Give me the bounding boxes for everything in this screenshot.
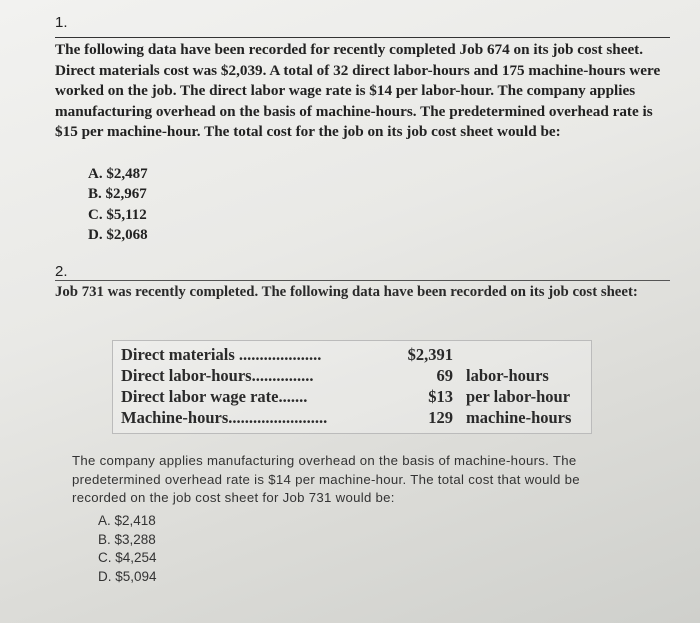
option-b: B. $3,288 [98, 531, 156, 547]
question-2-options [98, 512, 157, 586]
row-value: $13 [428, 387, 453, 406]
row-value: $2,391 [407, 345, 453, 364]
option-d: D. $5,094 [98, 568, 157, 584]
option-c: C. $5,112 [88, 206, 147, 223]
row-value: 129 [428, 408, 453, 427]
table-row [121, 408, 572, 433]
question-2-intro: Job 731 was recently completed. The following data have been recorded on its job cost sheet: [55, 284, 638, 300]
option-b: B. $2,967 [88, 186, 147, 203]
row-label: Direct labor-hours............... [121, 366, 314, 385]
question-1-number: 1. [55, 14, 68, 31]
option-c: C. $4,254 [98, 550, 157, 565]
row-label: Machine-hours........................ [121, 408, 328, 427]
divider [55, 280, 670, 281]
row-value: 69 [436, 366, 453, 385]
question-1-text: The following data have been recorded for recently completed Job 674 on its job cost sheet. Direct materials cost was $2,039. A total of 32 direct labor-hours and 175 machine-hours were worked on the job. The direct labor wage rate is $14 per labor-hour. The company applies manufacturing overhead on the basis of machine-hours. The predetermined overhead rate is $15 per machine-hour. The total cost for the job on its job cost sheet would be: [55, 41, 661, 141]
row-unit: per labor-hour [466, 387, 571, 406]
row-unit: machine-hours [466, 408, 572, 427]
row-unit: labor-hours [466, 366, 549, 385]
row-label: Direct materials .................... [121, 345, 322, 364]
divider [55, 37, 670, 38]
option-a: A. $2,487 [88, 166, 148, 182]
question-1-options [88, 164, 148, 245]
option-d: D. $2,068 [88, 226, 148, 243]
job-data-table [112, 340, 592, 434]
row-label: Direct labor wage rate....... [121, 387, 308, 406]
option-a: A. $2,418 [98, 513, 156, 528]
question-2-number: 2. [55, 263, 68, 280]
question-2-text: The company applies manufacturing overhead on the basis of machine-hours. The predetermined overhead rate is $14 per machine-hour. The total cost that would be recorded on the job cost sheet for Job 731 would be: [72, 453, 580, 505]
